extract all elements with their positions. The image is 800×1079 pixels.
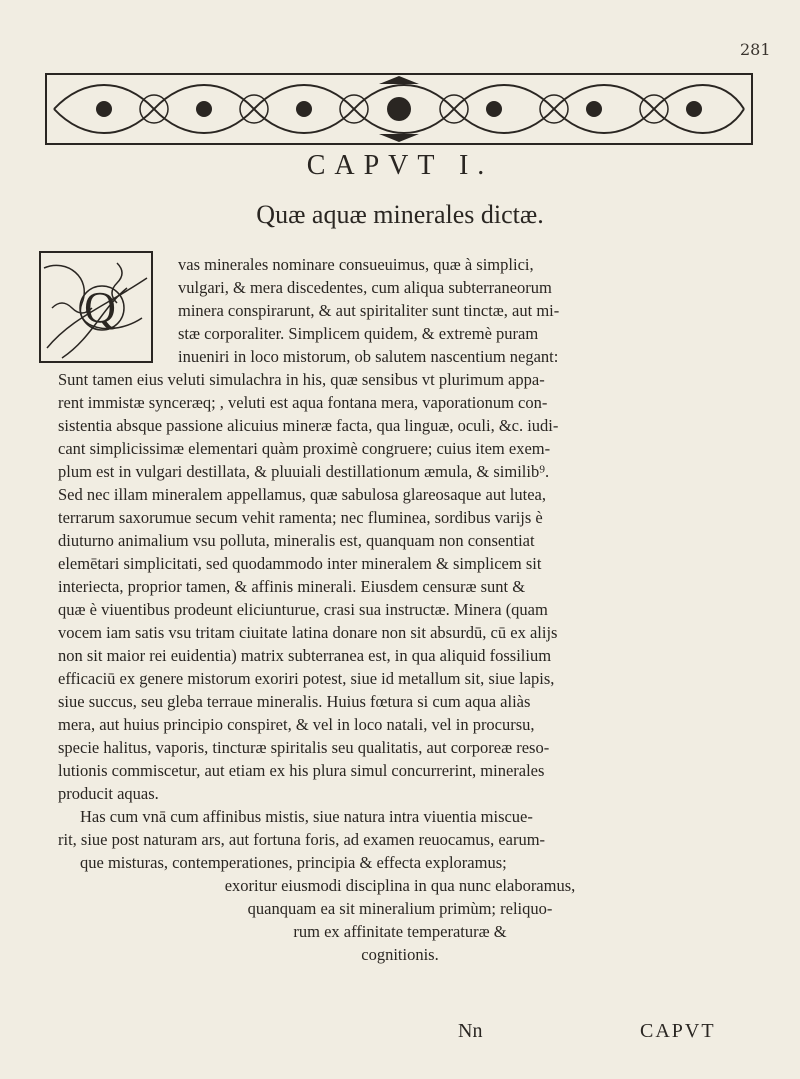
text-line: quæ è viuentibus prodeunt eliciunturue, crasi sua instructæ. Minera (quam: [58, 600, 548, 619]
headpiece-ornament: [44, 72, 754, 146]
text-line: plum est in vulgari destillata, & pluuiali destillationum æmula, & similib⁹.: [58, 462, 550, 481]
initial-ornament-icon: [32, 248, 162, 368]
text-line: inueniri in loco mistorum, ob salutem nascentium negant:: [178, 347, 559, 366]
text-line: rum ex affinitate temperaturæ &: [293, 922, 507, 941]
text-line: sistentia absque passione alicuius mineræ facta, qua linguæ, oculi, &c. iudi-: [58, 416, 559, 435]
signature-mark: Nn: [458, 1020, 483, 1042]
text-line: quanquam ea sit mineralium primùm; reliquo-: [247, 899, 553, 918]
text-line: rit, siue post naturam ars, aut fortuna foris, ad examen reuocamus, earum-: [58, 830, 546, 849]
text-line: que misturas, contemperationes, principia & effecta exploramus;: [80, 853, 507, 872]
initial-q: Q: [84, 283, 116, 332]
text-line: elemētari simplicitati, sed quodammodo inter mineralem & simplicem sit: [58, 554, 542, 573]
decorated-initial: [32, 248, 162, 368]
text-line: exoritur eiusmodi disciplina in qua nunc elaboramus,: [224, 876, 576, 895]
catchword: CAPVT: [640, 1020, 716, 1042]
text-line: cognitionis.: [361, 945, 439, 964]
text-line: vocem iam satis vsu tritam ciuitate latina donare non sit absurdū, cū ex alijs: [58, 623, 558, 642]
text-line: diuturno animalium vsu polluta, mineralis est, quanquam non consentiat: [58, 531, 535, 550]
text-line: specie halitus, vaporis, tincturæ spiritalis seu qualitatis, aut corporeæ reso-: [58, 738, 550, 757]
text-line: rent immistæ synceræq; , veluti est aqua fontana mera, vaporationum con-: [58, 393, 548, 412]
text-line: Sed nec illam mineralem appellamus, quæ sabulosa glareosaque aut lutea,: [58, 485, 546, 504]
text-line: Has cum vnā cum affinibus mistis, siue natura intra viuentia miscue-: [80, 807, 533, 826]
section-heading: Quæ aquæ minerales dictæ.: [256, 200, 544, 229]
text-line: siue succus, seu gleba terraue mineralis. Huius fœtura si cum aqua aliàs: [58, 692, 531, 711]
text-line: mera, aut huius principio conspiret, & vel in loco natali, vel in procursu,: [58, 715, 535, 734]
text-line: producit aquas.: [58, 784, 159, 803]
text-line: efficaciū ex genere mistorum exoriri potest, siue id metallum sit, siue lapis,: [58, 669, 555, 688]
text-line: stæ corporaliter. Simplicem quidem, & extremè puram: [178, 324, 539, 343]
text-line: non sit maior rei euidentia) matrix subterranea est, in qua aliquid fossilium: [58, 646, 552, 665]
text-line: cant simplicissimæ elementari quàm proximè congruere; cuius item exem-: [58, 439, 551, 458]
text-line: Sunt tamen eius veluti simulachra in his, quæ sensibus vt plurimum appa-: [58, 370, 545, 389]
page-number: 281: [740, 40, 771, 59]
text-line: minera conspirarunt, & aut spiritaliter sunt tinctæ, aut mi-: [178, 301, 560, 320]
chapter-title: CAPVT I.: [306, 150, 494, 181]
text-line: lutionis commiscetur, aut etiam ex his plura simul concurrerint, minerales: [58, 761, 545, 780]
text-line: interiecta, proprior tamen, & affinis minerali. Eiusdem censuræ sunt &: [58, 577, 526, 596]
text-line: vas minerales nominare consueuimus, quæ à simplici,: [178, 255, 534, 274]
text-line: vulgari, & mera discedentes, cum aliqua subterraneorum: [178, 278, 552, 297]
text-line: terrarum saxorumue secum vehit ramenta; nec fluminea, sordibus varijs è: [58, 508, 543, 527]
